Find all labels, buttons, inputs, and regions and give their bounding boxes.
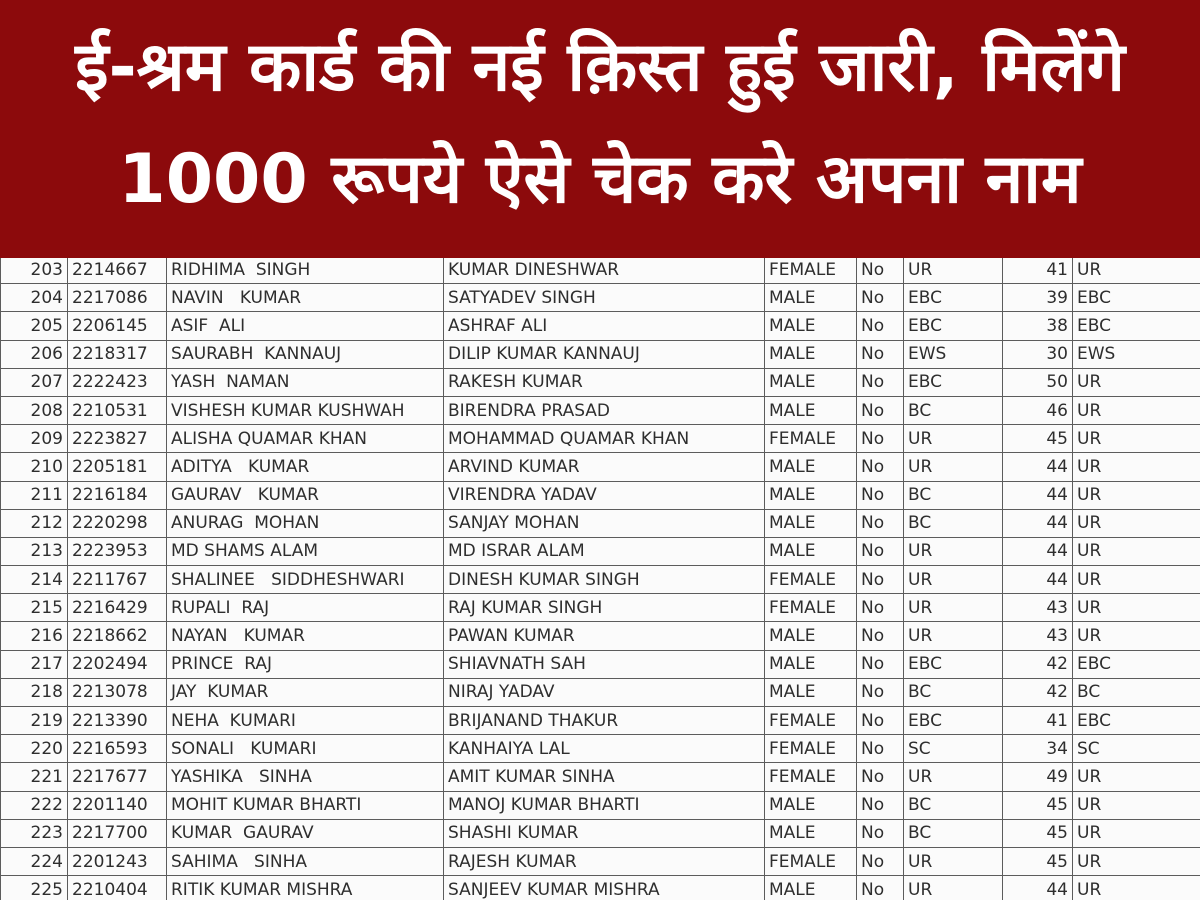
result-category-cell: UR xyxy=(1073,622,1200,650)
table-row xyxy=(1,340,1200,368)
marks-cell: 50 xyxy=(1003,368,1073,396)
flag-cell: No xyxy=(857,735,904,763)
result-category-cell: SC xyxy=(1073,735,1200,763)
marks-cell: 34 xyxy=(1003,735,1073,763)
father-name-cell: KANHAIYA LAL xyxy=(444,735,765,763)
candidate-name-cell: MOHIT KUMAR BHARTI xyxy=(167,791,444,819)
gender-cell: MALE xyxy=(765,537,857,565)
father-name-cell: KUMAR DINESHWAR xyxy=(444,258,765,284)
registration-number-cell: 2220298 xyxy=(68,509,167,537)
serial-number-cell: 220 xyxy=(1,735,68,763)
result-category-cell: UR xyxy=(1073,453,1200,481)
candidate-name-cell: MD SHAMS ALAM xyxy=(167,537,444,565)
father-name-cell: PAWAN KUMAR xyxy=(444,622,765,650)
father-name-cell: DILIP KUMAR KANNAUJ xyxy=(444,340,765,368)
category-cell: UR xyxy=(904,622,1003,650)
table-row xyxy=(1,284,1200,312)
result-category-cell: EBC xyxy=(1073,312,1200,340)
marks-cell: 45 xyxy=(1003,425,1073,453)
father-name-cell: BIRENDRA PRASAD xyxy=(444,396,765,424)
registration-number-cell: 2217677 xyxy=(68,763,167,791)
headline-line-1: ई-श्रम कार्ड की नई क़िस्त हुई जारी, मिलेंगे xyxy=(75,28,1125,107)
candidate-name-cell: NAVIN KUMAR xyxy=(167,284,444,312)
father-name-cell: SHASHI KUMAR xyxy=(444,819,765,847)
registration-number-cell: 2216593 xyxy=(68,735,167,763)
headline-banner xyxy=(0,0,1200,258)
table-row xyxy=(1,425,1200,453)
marks-cell: 44 xyxy=(1003,453,1073,481)
marks-cell: 39 xyxy=(1003,284,1073,312)
table-body xyxy=(1,258,1200,900)
category-cell: UR xyxy=(904,566,1003,594)
candidate-name-cell: SAURABH KANNAUJ xyxy=(167,340,444,368)
gender-cell: MALE xyxy=(765,791,857,819)
category-cell: BC xyxy=(904,819,1003,847)
marks-cell: 46 xyxy=(1003,396,1073,424)
flag-cell: No xyxy=(857,537,904,565)
father-name-cell: VIRENDRA YADAV xyxy=(444,481,765,509)
serial-number-cell: 219 xyxy=(1,707,68,735)
marks-cell: 49 xyxy=(1003,763,1073,791)
marks-cell: 41 xyxy=(1003,707,1073,735)
registration-number-cell: 2213078 xyxy=(68,678,167,706)
result-category-cell: UR xyxy=(1073,847,1200,875)
serial-number-cell: 221 xyxy=(1,763,68,791)
gender-cell: MALE xyxy=(765,284,857,312)
gender-cell: FEMALE xyxy=(765,258,857,284)
flag-cell: No xyxy=(857,453,904,481)
father-name-cell: DINESH KUMAR SINGH xyxy=(444,566,765,594)
registration-number-cell: 2216184 xyxy=(68,481,167,509)
result-category-cell: EBC xyxy=(1073,284,1200,312)
gender-cell: FEMALE xyxy=(765,707,857,735)
result-category-cell: UR xyxy=(1073,876,1200,900)
result-category-cell: UR xyxy=(1073,819,1200,847)
flag-cell: No xyxy=(857,594,904,622)
father-name-cell: SATYADEV SINGH xyxy=(444,284,765,312)
marks-cell: 44 xyxy=(1003,876,1073,900)
flag-cell: No xyxy=(857,425,904,453)
serial-number-cell: 209 xyxy=(1,425,68,453)
flag-cell: No xyxy=(857,650,904,678)
table-row xyxy=(1,650,1200,678)
registration-number-cell: 2216429 xyxy=(68,594,167,622)
table-row xyxy=(1,312,1200,340)
father-name-cell: AMIT KUMAR SINHA xyxy=(444,763,765,791)
marks-cell: 43 xyxy=(1003,594,1073,622)
flag-cell: No xyxy=(857,284,904,312)
father-name-cell: BRIJANAND THAKUR xyxy=(444,707,765,735)
serial-number-cell: 215 xyxy=(1,594,68,622)
registration-number-cell: 2223953 xyxy=(68,537,167,565)
result-category-cell: UR xyxy=(1073,566,1200,594)
gender-cell: FEMALE xyxy=(765,425,857,453)
candidate-name-cell: SAHIMA SINHA xyxy=(167,847,444,875)
category-cell: BC xyxy=(904,396,1003,424)
serial-number-cell: 210 xyxy=(1,453,68,481)
result-category-cell: UR xyxy=(1073,509,1200,537)
serial-number-cell: 214 xyxy=(1,566,68,594)
candidate-name-cell: RIDHIMA SINGH xyxy=(167,258,444,284)
father-name-cell: SHIAVNATH SAH xyxy=(444,650,765,678)
table-row xyxy=(1,735,1200,763)
flag-cell: No xyxy=(857,312,904,340)
category-cell: EBC xyxy=(904,312,1003,340)
marks-cell: 44 xyxy=(1003,566,1073,594)
table-row xyxy=(1,537,1200,565)
marks-cell: 44 xyxy=(1003,481,1073,509)
gender-cell: MALE xyxy=(765,453,857,481)
serial-number-cell: 204 xyxy=(1,284,68,312)
serial-number-cell: 213 xyxy=(1,537,68,565)
registration-number-cell: 2206145 xyxy=(68,312,167,340)
gender-cell: FEMALE xyxy=(765,566,857,594)
table-row xyxy=(1,847,1200,875)
category-cell: UR xyxy=(904,594,1003,622)
father-name-cell: NIRAJ YADAV xyxy=(444,678,765,706)
registration-number-cell: 2202494 xyxy=(68,650,167,678)
category-cell: UR xyxy=(904,876,1003,900)
registration-number-cell: 2223827 xyxy=(68,425,167,453)
marks-cell: 41 xyxy=(1003,258,1073,284)
marks-cell: 44 xyxy=(1003,509,1073,537)
candidate-name-cell: GAURAV KUMAR xyxy=(167,481,444,509)
marks-cell: 38 xyxy=(1003,312,1073,340)
serial-number-cell: 203 xyxy=(1,258,68,284)
father-name-cell: RAKESH KUMAR xyxy=(444,368,765,396)
flag-cell: No xyxy=(857,791,904,819)
candidate-name-cell: SHALINEE SIDDHESHWARI xyxy=(167,566,444,594)
result-category-cell: UR xyxy=(1073,537,1200,565)
table-row xyxy=(1,594,1200,622)
result-category-cell: UR xyxy=(1073,481,1200,509)
serial-number-cell: 208 xyxy=(1,396,68,424)
candidate-name-cell: NAYAN KUMAR xyxy=(167,622,444,650)
serial-number-cell: 207 xyxy=(1,368,68,396)
result-category-cell: BC xyxy=(1073,678,1200,706)
category-cell: SC xyxy=(904,735,1003,763)
flag-cell: No xyxy=(857,368,904,396)
candidate-name-cell: ANURAG MOHAN xyxy=(167,509,444,537)
registration-number-cell: 2205181 xyxy=(68,453,167,481)
category-cell: BC xyxy=(904,481,1003,509)
candidate-name-cell: KUMAR GAURAV xyxy=(167,819,444,847)
registration-number-cell: 2222423 xyxy=(68,368,167,396)
category-cell: BC xyxy=(904,509,1003,537)
headline-line-2: 1000 रूपये ऐसे चेक करे अपना नाम xyxy=(118,140,1082,219)
category-cell: EBC xyxy=(904,368,1003,396)
father-name-cell: MOHAMMAD QUAMAR KHAN xyxy=(444,425,765,453)
result-category-cell: UR xyxy=(1073,791,1200,819)
table-row xyxy=(1,622,1200,650)
gender-cell: MALE xyxy=(765,819,857,847)
flag-cell: No xyxy=(857,340,904,368)
registration-number-cell: 2210531 xyxy=(68,396,167,424)
registration-number-cell: 2214667 xyxy=(68,258,167,284)
father-name-cell: RAJ KUMAR SINGH xyxy=(444,594,765,622)
result-category-cell: UR xyxy=(1073,396,1200,424)
table-row xyxy=(1,258,1200,284)
result-category-cell: UR xyxy=(1073,258,1200,284)
table-row xyxy=(1,791,1200,819)
category-cell: UR xyxy=(904,847,1003,875)
marks-cell: 44 xyxy=(1003,537,1073,565)
beneficiary-table xyxy=(0,258,1200,900)
category-cell: BC xyxy=(904,791,1003,819)
serial-number-cell: 222 xyxy=(1,791,68,819)
table-row xyxy=(1,819,1200,847)
result-category-cell: UR xyxy=(1073,763,1200,791)
registration-number-cell: 2217086 xyxy=(68,284,167,312)
result-category-cell: UR xyxy=(1073,368,1200,396)
father-name-cell: ARVIND KUMAR xyxy=(444,453,765,481)
candidate-name-cell: RITIK KUMAR MISHRA xyxy=(167,876,444,900)
candidate-name-cell: ALISHA QUAMAR KHAN xyxy=(167,425,444,453)
flag-cell: No xyxy=(857,396,904,424)
registration-number-cell: 2213390 xyxy=(68,707,167,735)
table-row xyxy=(1,481,1200,509)
table-row xyxy=(1,453,1200,481)
beneficiary-list xyxy=(0,258,1200,900)
father-name-cell: MANOJ KUMAR BHARTI xyxy=(444,791,765,819)
table-row xyxy=(1,763,1200,791)
serial-number-cell: 218 xyxy=(1,678,68,706)
gender-cell: MALE xyxy=(765,650,857,678)
category-cell: UR xyxy=(904,537,1003,565)
candidate-name-cell: YASHIKA SINHA xyxy=(167,763,444,791)
gender-cell: FEMALE xyxy=(765,735,857,763)
serial-number-cell: 223 xyxy=(1,819,68,847)
category-cell: EBC xyxy=(904,650,1003,678)
category-cell: EWS xyxy=(904,340,1003,368)
candidate-name-cell: PRINCE RAJ xyxy=(167,650,444,678)
category-cell: UR xyxy=(904,258,1003,284)
serial-number-cell: 205 xyxy=(1,312,68,340)
serial-number-cell: 212 xyxy=(1,509,68,537)
gender-cell: MALE xyxy=(765,396,857,424)
flag-cell: No xyxy=(857,481,904,509)
marks-cell: 45 xyxy=(1003,791,1073,819)
flag-cell: No xyxy=(857,763,904,791)
gender-cell: MALE xyxy=(765,876,857,900)
marks-cell: 45 xyxy=(1003,819,1073,847)
result-category-cell: EWS xyxy=(1073,340,1200,368)
candidate-name-cell: ADITYA KUMAR xyxy=(167,453,444,481)
serial-number-cell: 224 xyxy=(1,847,68,875)
category-cell: UR xyxy=(904,453,1003,481)
table-row xyxy=(1,707,1200,735)
marks-cell: 43 xyxy=(1003,622,1073,650)
table-row xyxy=(1,566,1200,594)
registration-number-cell: 2218317 xyxy=(68,340,167,368)
candidate-name-cell: YASH NAMAN xyxy=(167,368,444,396)
flag-cell: No xyxy=(857,819,904,847)
candidate-name-cell: NEHA KUMARI xyxy=(167,707,444,735)
marks-cell: 45 xyxy=(1003,847,1073,875)
marks-cell: 30 xyxy=(1003,340,1073,368)
category-cell: EBC xyxy=(904,707,1003,735)
gender-cell: MALE xyxy=(765,340,857,368)
result-category-cell: UR xyxy=(1073,425,1200,453)
result-category-cell: EBC xyxy=(1073,650,1200,678)
result-category-cell: UR xyxy=(1073,594,1200,622)
flag-cell: No xyxy=(857,509,904,537)
registration-number-cell: 2210404 xyxy=(68,876,167,900)
serial-number-cell: 217 xyxy=(1,650,68,678)
table-row xyxy=(1,509,1200,537)
table-row xyxy=(1,396,1200,424)
serial-number-cell: 225 xyxy=(1,876,68,900)
registration-number-cell: 2217700 xyxy=(68,819,167,847)
candidate-name-cell: ASIF ALI xyxy=(167,312,444,340)
candidate-name-cell: SONALI KUMARI xyxy=(167,735,444,763)
gender-cell: MALE xyxy=(765,509,857,537)
father-name-cell: MD ISRAR ALAM xyxy=(444,537,765,565)
serial-number-cell: 206 xyxy=(1,340,68,368)
marks-cell: 42 xyxy=(1003,678,1073,706)
gender-cell: FEMALE xyxy=(765,594,857,622)
table-row xyxy=(1,876,1200,900)
gender-cell: MALE xyxy=(765,368,857,396)
gender-cell: MALE xyxy=(765,678,857,706)
flag-cell: No xyxy=(857,566,904,594)
father-name-cell: SANJEEV KUMAR MISHRA xyxy=(444,876,765,900)
table-row xyxy=(1,368,1200,396)
gender-cell: MALE xyxy=(765,312,857,340)
registration-number-cell: 2201243 xyxy=(68,847,167,875)
result-category-cell: EBC xyxy=(1073,707,1200,735)
flag-cell: No xyxy=(857,707,904,735)
serial-number-cell: 211 xyxy=(1,481,68,509)
flag-cell: No xyxy=(857,622,904,650)
table-row xyxy=(1,678,1200,706)
category-cell: UR xyxy=(904,425,1003,453)
marks-cell: 42 xyxy=(1003,650,1073,678)
gender-cell: FEMALE xyxy=(765,763,857,791)
category-cell: EBC xyxy=(904,284,1003,312)
flag-cell: No xyxy=(857,258,904,284)
gender-cell: MALE xyxy=(765,622,857,650)
flag-cell: No xyxy=(857,876,904,900)
gender-cell: FEMALE xyxy=(765,847,857,875)
registration-number-cell: 2211767 xyxy=(68,566,167,594)
category-cell: UR xyxy=(904,763,1003,791)
candidate-name-cell: JAY KUMAR xyxy=(167,678,444,706)
gender-cell: MALE xyxy=(765,481,857,509)
category-cell: BC xyxy=(904,678,1003,706)
flag-cell: No xyxy=(857,678,904,706)
candidate-name-cell: RUPALI RAJ xyxy=(167,594,444,622)
father-name-cell: ASHRAF ALI xyxy=(444,312,765,340)
father-name-cell: SANJAY MOHAN xyxy=(444,509,765,537)
registration-number-cell: 2218662 xyxy=(68,622,167,650)
flag-cell: No xyxy=(857,847,904,875)
serial-number-cell: 216 xyxy=(1,622,68,650)
registration-number-cell: 2201140 xyxy=(68,791,167,819)
candidate-name-cell: VISHESH KUMAR KUSHWAH xyxy=(167,396,444,424)
father-name-cell: RAJESH KUMAR xyxy=(444,847,765,875)
